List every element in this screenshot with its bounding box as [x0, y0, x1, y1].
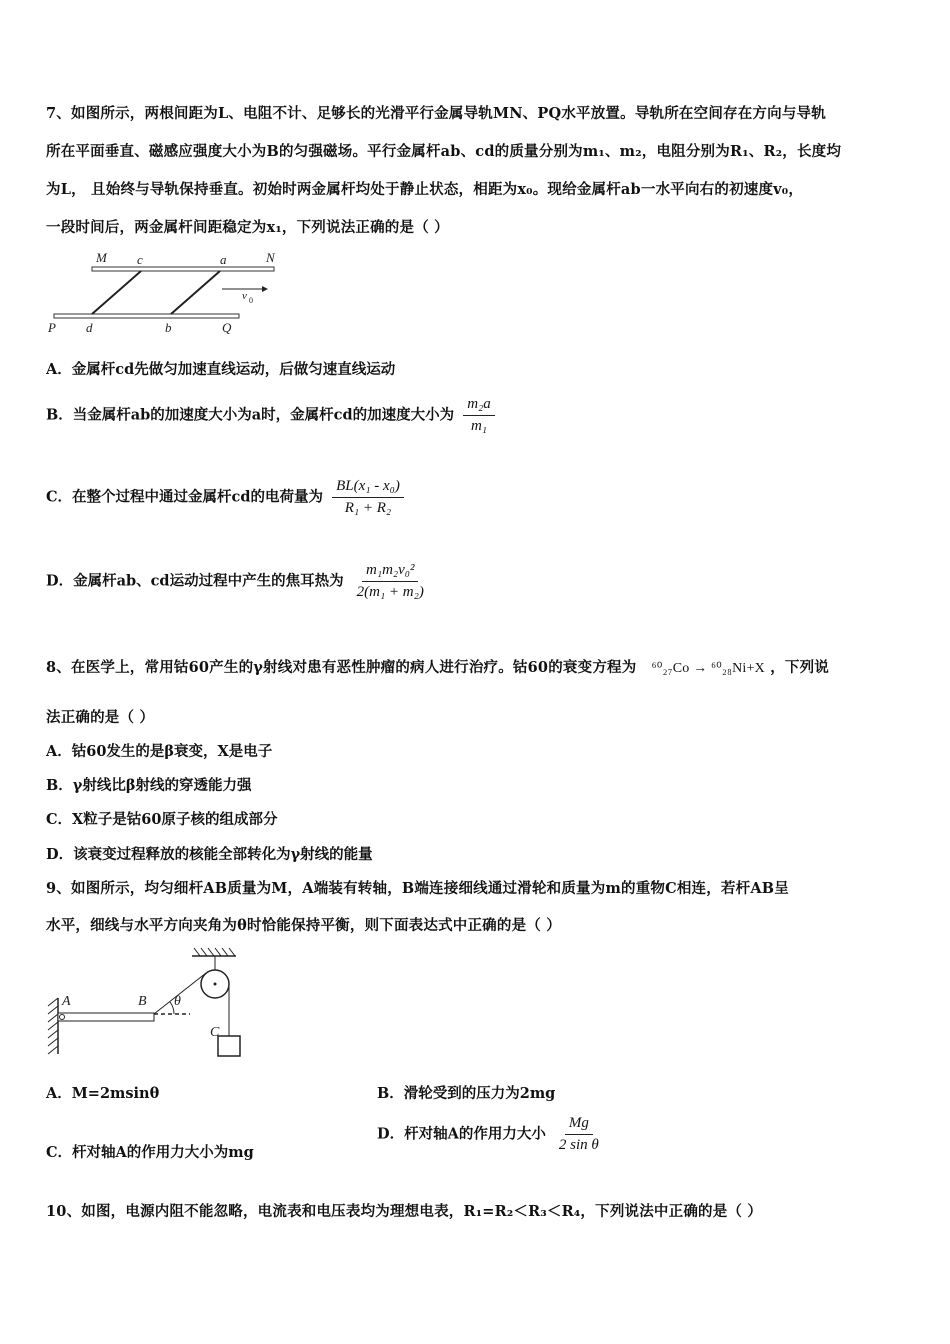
q7-rod-ab: [171, 271, 220, 314]
q9-pulley-axle: [214, 983, 217, 986]
q9-label-B: B: [138, 994, 147, 1009]
q7-option-b-denominator: m₁: [470, 418, 488, 434]
q9-ceiling-hatching: [194, 948, 235, 956]
q7-option-d[interactable]: [46, 562, 428, 601]
q10-stem-line-1: 10、如图，电源内阻不能忽略，电流表和电压表均为理想电表，R₁=R₂＜R₃＜R₄，下列说法中正确的是（ ）: [46, 1203, 763, 1220]
q8-option-b[interactable]: B．γ射线比β射线的穿透能力强: [46, 777, 252, 794]
q8-stem-end: ，下列说: [770, 659, 829, 676]
q7-stem-line-2: 所在平面垂直、磁感应强度大小为B的匀强磁场。平行金属杆ab、cd的质量分别为m₁、m₂，电阻分别为R₁、R₂，长度均: [46, 143, 842, 160]
q7-label-N: N: [266, 250, 275, 265]
q7-label-a: a: [220, 252, 227, 267]
q7-stem-line-3: 为L， 且始终与导轨保持垂直。初始时两金属杆均处于静止状态，相距为x₀。现给金属杆ab一水平向右的初速度v₀，: [46, 181, 804, 198]
q9-option-d-numerator: Mg: [565, 1115, 593, 1135]
q9-pivot-A: [60, 1015, 65, 1020]
q7-rail-PQ: [54, 314, 239, 318]
q8-option-a[interactable]: A．钴60发生的是β衰变，X是电子: [46, 743, 273, 760]
q9-option-a[interactable]: A．M=2msinθ: [46, 1085, 160, 1102]
q7-label-M: M: [96, 250, 107, 265]
q7-label-c: c: [137, 252, 143, 267]
q7-velocity-arrowhead: [262, 286, 268, 292]
q7-option-c-fraction: [332, 478, 404, 517]
q9-wall-hatching: [48, 998, 58, 1054]
q7-option-d-denominator: 2(m₁ + m₂): [356, 584, 424, 600]
q9-option-d[interactable]: [377, 1115, 603, 1154]
q8-stem-text: 8、在医学上，常用钴60产生的γ射线对患有恶性肿瘤的病人进行治疗。钴60的衰变方程为: [46, 659, 637, 676]
q7-option-d-fraction: [353, 562, 428, 601]
q9-option-b[interactable]: B．滑轮受到的压力为2mg: [377, 1085, 556, 1102]
q9-stem-line-1: 9、如图所示，均匀细杆AB质量为M，A端装有转轴，B端连接细线通过滑轮和质量为m的重物C相连，若杆AB呈: [46, 880, 789, 897]
q7-rails-figure: [44, 248, 284, 338]
q7-label-P: P: [48, 320, 56, 335]
q7-rod-cd: [92, 271, 141, 314]
q7-label-v: v: [242, 290, 247, 302]
q9-label-theta: θ: [174, 994, 181, 1009]
q8-stem-line-2: 法正确的是（ ）: [46, 709, 155, 726]
q9-option-d-denominator: 2 sin θ: [558, 1137, 599, 1153]
q7-option-c-numerator: BL(x₁ - x₀): [332, 478, 404, 498]
q7-option-b-text: B．当金属杆ab的加速度大小为a时，金属杆cd的加速度大小为: [46, 406, 455, 424]
q7-label-b: b: [165, 320, 172, 335]
q7-label-Q: Q: [222, 320, 232, 335]
q9-weight-C: [218, 1036, 240, 1056]
q7-option-c[interactable]: [46, 478, 404, 517]
q9-option-c[interactable]: C．杆对轴A的作用力大小为mg: [46, 1144, 254, 1161]
q8-stem-line-1: [46, 656, 829, 677]
q9-option-d-fraction: [555, 1115, 603, 1154]
q7-label-v-sub: 0: [249, 296, 253, 305]
q7-option-c-text: C．在整个过程中通过金属杆cd的电荷量为: [46, 488, 324, 506]
q7-option-a[interactable]: A．金属杆cd先做匀加速直线运动，后做匀速直线运动: [46, 361, 396, 378]
q8-option-d[interactable]: D．该衰变过程释放的核能全部转化为γ射线的能量: [46, 846, 373, 863]
q7-option-b-numerator: m₂a: [463, 396, 495, 416]
q9-label-A: A: [62, 994, 71, 1009]
q9-rod-AB: [58, 1013, 154, 1021]
q9-option-d-text: D．杆对轴A的作用力大小: [377, 1125, 546, 1143]
q7-stem-line-1: 7、如图所示，两根间距为L、电阻不计、足够长的光滑平行金属导轨MN、PQ水平放置。导轨所在空间存在方向与导轨: [46, 105, 826, 122]
q7-option-b[interactable]: [46, 396, 495, 435]
q7-label-d: d: [86, 320, 93, 335]
q8-decay-equation: ⁶⁰₂₇Co → ⁶⁰₂₈Ni+X: [651, 661, 765, 676]
q7-rail-MN: [92, 267, 274, 271]
q7-option-d-text: D．金属杆ab、cd运动过程中产生的焦耳热为: [46, 572, 344, 590]
q7-stem-line-4: 一段时间后，两金属杆间距稳定为x₁，下列说法正确的是（ ）: [46, 219, 449, 236]
q9-pulley-figure: [40, 944, 260, 1062]
q7-option-c-denominator: R₁ + R₂: [344, 500, 392, 516]
q7-option-b-fraction: [463, 396, 495, 435]
q9-label-C: C: [210, 1025, 220, 1040]
q7-option-d-numerator: m₁m₂v₀²: [362, 562, 418, 582]
q8-option-c[interactable]: C．X粒子是钴60原子核的组成部分: [46, 811, 278, 828]
q9-stem-line-2: 水平，细线与水平方向夹角为θ时恰能保持平衡，则下面表达式中正确的是（ ）: [46, 917, 561, 934]
